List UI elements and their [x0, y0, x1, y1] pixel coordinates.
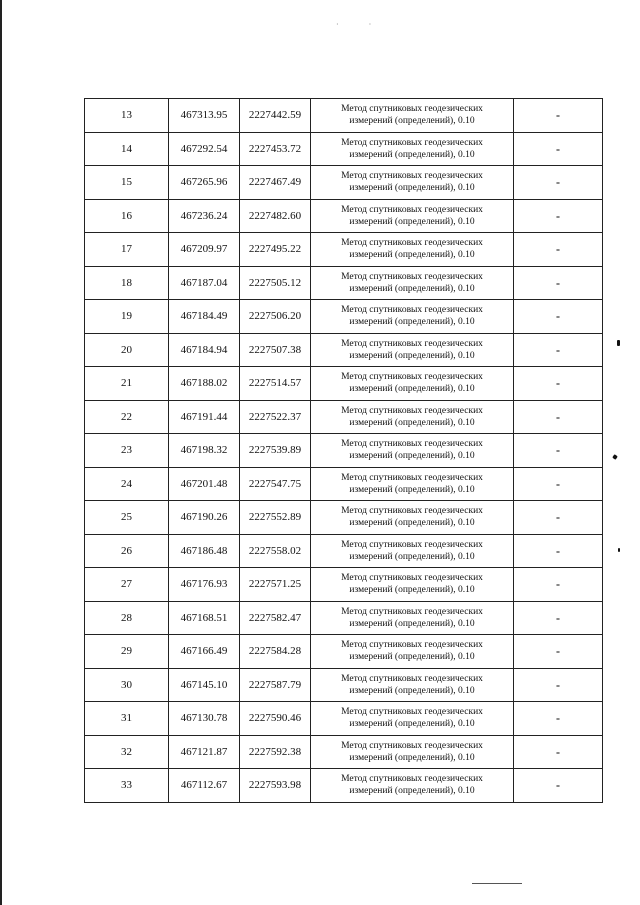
method-line-1: Метод спутниковых геодезических	[341, 740, 483, 751]
table-row	[85, 668, 603, 702]
x-coordinate-cell: 467236.24	[169, 199, 240, 233]
method-cell	[311, 266, 514, 300]
description-cell: -	[514, 400, 603, 434]
method-line-2: измерений (определений), 0.10	[349, 786, 475, 797]
page-edge-line	[0, 0, 2, 905]
method-cell	[311, 400, 514, 434]
table-row	[85, 434, 603, 468]
y-coordinate-cell: 2227593.98	[240, 769, 311, 803]
x-coordinate-cell: 467313.95	[169, 99, 240, 133]
description-cell: -	[514, 601, 603, 635]
point-number-cell: 19	[85, 300, 169, 334]
method-line-1: Метод спутниковых геодезических	[341, 405, 483, 416]
method-line-2: измерений (определений), 0.10	[349, 719, 475, 730]
description-cell: -	[514, 467, 603, 501]
description-cell: -	[514, 568, 603, 602]
method-cell	[311, 601, 514, 635]
method-cell	[311, 668, 514, 702]
method-line-2: измерений (определений), 0.10	[349, 585, 475, 596]
x-coordinate-cell: 467130.78	[169, 702, 240, 736]
method-line-1: Метод спутниковых геодезических	[341, 707, 483, 718]
method-cell	[311, 367, 514, 401]
point-number-cell: 27	[85, 568, 169, 602]
point-number-cell: 29	[85, 635, 169, 669]
x-coordinate-cell: 467191.44	[169, 400, 240, 434]
y-coordinate-cell: 2227507.38	[240, 333, 311, 367]
y-coordinate-cell: 2227506.20	[240, 300, 311, 334]
scan-mark	[618, 548, 620, 552]
y-coordinate-cell: 2227482.60	[240, 199, 311, 233]
method-line-1: Метод спутниковых геодезических	[341, 171, 483, 182]
method-line-1: Метод спутниковых геодезических	[341, 238, 483, 249]
description-cell: -	[514, 501, 603, 535]
method-cell	[311, 99, 514, 133]
method-line-2: измерений (определений), 0.10	[349, 451, 475, 462]
method-line-1: Метод спутниковых геодезических	[341, 204, 483, 215]
x-coordinate-cell: 467186.48	[169, 534, 240, 568]
coordinates-table-body	[85, 99, 603, 803]
x-coordinate-cell: 467168.51	[169, 601, 240, 635]
description-cell: -	[514, 702, 603, 736]
method-line-1: Метод спутниковых геодезических	[341, 137, 483, 148]
method-line-1: Метод спутниковых геодезических	[341, 104, 483, 115]
y-coordinate-cell: 2227505.12	[240, 266, 311, 300]
point-number-cell: 25	[85, 501, 169, 535]
x-coordinate-cell: 467166.49	[169, 635, 240, 669]
method-cell	[311, 467, 514, 501]
method-cell	[311, 501, 514, 535]
table-row	[85, 635, 603, 669]
table-row	[85, 601, 603, 635]
y-coordinate-cell: 2227552.89	[240, 501, 311, 535]
method-line-1: Метод спутниковых геодезических	[341, 439, 483, 450]
description-cell: -	[514, 333, 603, 367]
table-row	[85, 266, 603, 300]
scan-mark	[612, 454, 618, 460]
method-line-1: Метод спутниковых геодезических	[341, 774, 483, 785]
description-cell: -	[514, 367, 603, 401]
method-line-2: измерений (определений), 0.10	[349, 183, 475, 194]
y-coordinate-cell: 2227584.28	[240, 635, 311, 669]
x-coordinate-cell: 467188.02	[169, 367, 240, 401]
table-row	[85, 367, 603, 401]
coordinates-table	[84, 98, 603, 803]
y-coordinate-cell: 2227558.02	[240, 534, 311, 568]
method-cell	[311, 132, 514, 166]
method-cell	[311, 434, 514, 468]
y-coordinate-cell: 2227453.72	[240, 132, 311, 166]
method-line-2: измерений (определений), 0.10	[349, 417, 475, 428]
x-coordinate-cell: 467292.54	[169, 132, 240, 166]
point-number-cell: 28	[85, 601, 169, 635]
point-number-cell: 13	[85, 99, 169, 133]
method-line-1: Метод спутниковых геодезических	[341, 506, 483, 517]
x-coordinate-cell: 467201.48	[169, 467, 240, 501]
point-number-cell: 33	[85, 769, 169, 803]
table-row	[85, 99, 603, 133]
method-line-1: Метод спутниковых геодезических	[341, 372, 483, 383]
point-number-cell: 31	[85, 702, 169, 736]
description-cell: -	[514, 668, 603, 702]
description-cell: -	[514, 233, 603, 267]
method-line-2: измерений (определений), 0.10	[349, 250, 475, 261]
scan-specks: · ·	[336, 20, 386, 29]
table-row	[85, 132, 603, 166]
method-line-1: Метод спутниковых геодезических	[341, 673, 483, 684]
point-number-cell: 15	[85, 166, 169, 200]
x-coordinate-cell: 467184.94	[169, 333, 240, 367]
method-line-1: Метод спутниковых геодезических	[341, 305, 483, 316]
x-coordinate-cell: 467209.97	[169, 233, 240, 267]
method-line-2: измерений (определений), 0.10	[349, 216, 475, 227]
point-number-cell: 24	[85, 467, 169, 501]
point-number-cell: 22	[85, 400, 169, 434]
point-number-cell: 17	[85, 233, 169, 267]
x-coordinate-cell: 467198.32	[169, 434, 240, 468]
point-number-cell: 23	[85, 434, 169, 468]
method-line-2: измерений (определений), 0.10	[349, 685, 475, 696]
method-line-2: измерений (определений), 0.10	[349, 350, 475, 361]
method-line-1: Метод спутниковых геодезических	[341, 472, 483, 483]
table-row	[85, 702, 603, 736]
method-line-1: Метод спутниковых геодезических	[341, 539, 483, 550]
description-cell: -	[514, 199, 603, 233]
method-line-2: измерений (определений), 0.10	[349, 618, 475, 629]
point-number-cell: 21	[85, 367, 169, 401]
method-cell	[311, 166, 514, 200]
description-cell: -	[514, 300, 603, 334]
method-line-2: измерений (определений), 0.10	[349, 283, 475, 294]
method-line-1: Метод спутниковых геодезических	[341, 271, 483, 282]
method-line-2: измерений (определений), 0.10	[349, 652, 475, 663]
signature-line	[472, 883, 522, 884]
table-row	[85, 501, 603, 535]
description-cell: -	[514, 266, 603, 300]
y-coordinate-cell: 2227514.57	[240, 367, 311, 401]
method-line-2: измерений (определений), 0.10	[349, 551, 475, 562]
description-cell: -	[514, 132, 603, 166]
y-coordinate-cell: 2227467.49	[240, 166, 311, 200]
method-line-1: Метод спутниковых геодезических	[341, 606, 483, 617]
method-line-2: измерений (определений), 0.10	[349, 317, 475, 328]
y-coordinate-cell: 2227547.75	[240, 467, 311, 501]
point-number-cell: 16	[85, 199, 169, 233]
point-number-cell: 30	[85, 668, 169, 702]
table-row	[85, 300, 603, 334]
method-cell	[311, 702, 514, 736]
method-cell	[311, 333, 514, 367]
x-coordinate-cell: 467265.96	[169, 166, 240, 200]
method-cell	[311, 769, 514, 803]
y-coordinate-cell: 2227539.89	[240, 434, 311, 468]
x-coordinate-cell: 467187.04	[169, 266, 240, 300]
point-number-cell: 26	[85, 534, 169, 568]
description-cell: -	[514, 434, 603, 468]
method-line-2: измерений (определений), 0.10	[349, 149, 475, 160]
table-row	[85, 769, 603, 803]
method-line-1: Метод спутниковых геодезических	[341, 338, 483, 349]
table-row	[85, 333, 603, 367]
table-row	[85, 735, 603, 769]
description-cell: -	[514, 735, 603, 769]
x-coordinate-cell: 467176.93	[169, 568, 240, 602]
y-coordinate-cell: 2227522.37	[240, 400, 311, 434]
method-line-2: измерений (определений), 0.10	[349, 484, 475, 495]
description-cell: -	[514, 534, 603, 568]
method-cell	[311, 568, 514, 602]
method-line-1: Метод спутниковых геодезических	[341, 640, 483, 651]
method-line-2: измерений (определений), 0.10	[349, 116, 475, 127]
point-number-cell: 14	[85, 132, 169, 166]
description-cell: -	[514, 99, 603, 133]
method-cell	[311, 233, 514, 267]
method-cell	[311, 300, 514, 334]
y-coordinate-cell: 2227495.22	[240, 233, 311, 267]
table-row	[85, 233, 603, 267]
table-row	[85, 400, 603, 434]
table-row	[85, 199, 603, 233]
y-coordinate-cell: 2227587.79	[240, 668, 311, 702]
point-number-cell: 18	[85, 266, 169, 300]
method-cell	[311, 199, 514, 233]
method-line-2: измерений (определений), 0.10	[349, 752, 475, 763]
point-number-cell: 20	[85, 333, 169, 367]
method-line-2: измерений (определений), 0.10	[349, 384, 475, 395]
y-coordinate-cell: 2227442.59	[240, 99, 311, 133]
y-coordinate-cell: 2227582.47	[240, 601, 311, 635]
description-cell: -	[514, 769, 603, 803]
method-cell	[311, 534, 514, 568]
x-coordinate-cell: 467121.87	[169, 735, 240, 769]
y-coordinate-cell: 2227590.46	[240, 702, 311, 736]
description-cell: -	[514, 166, 603, 200]
table-row	[85, 568, 603, 602]
x-coordinate-cell: 467190.26	[169, 501, 240, 535]
x-coordinate-cell: 467112.67	[169, 769, 240, 803]
table-row	[85, 166, 603, 200]
y-coordinate-cell: 2227571.25	[240, 568, 311, 602]
method-line-2: измерений (определений), 0.10	[349, 518, 475, 529]
y-coordinate-cell: 2227592.38	[240, 735, 311, 769]
x-coordinate-cell: 467184.49	[169, 300, 240, 334]
method-line-1: Метод спутниковых геодезических	[341, 573, 483, 584]
scan-mark	[617, 340, 620, 346]
point-number-cell: 32	[85, 735, 169, 769]
method-cell	[311, 735, 514, 769]
method-cell	[311, 635, 514, 669]
table-row	[85, 467, 603, 501]
description-cell: -	[514, 635, 603, 669]
x-coordinate-cell: 467145.10	[169, 668, 240, 702]
table-row	[85, 534, 603, 568]
